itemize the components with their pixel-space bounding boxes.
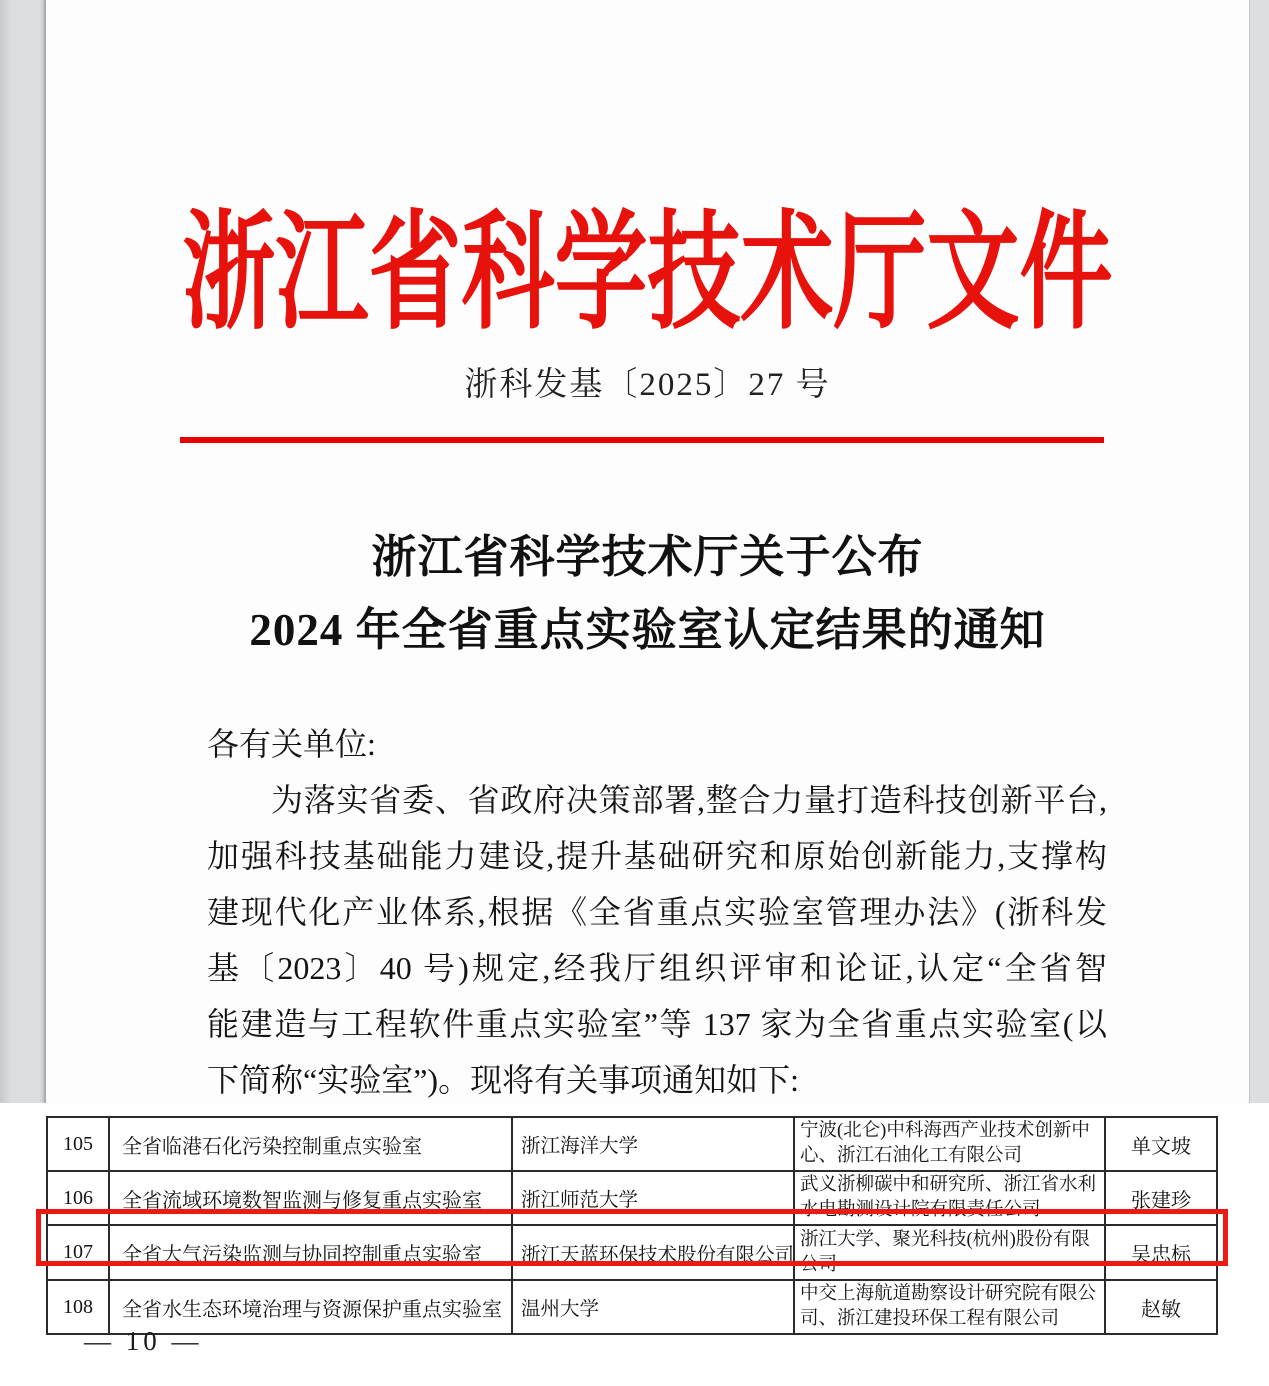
- salutation: 各有关单位:: [207, 726, 376, 762]
- supporting-unit: 浙江师范大学: [512, 1171, 794, 1225]
- body-line: 下简称“实验室”)。现将有关事项通知如下:: [207, 1062, 799, 1098]
- letterhead-red-rule: [180, 437, 1104, 443]
- row-number: 105: [47, 1117, 109, 1171]
- lab-director: 单文坡: [1105, 1117, 1217, 1171]
- table-row: [47, 1117, 1217, 1171]
- partner-units: 宁波(北仑)中科海西产业技术创新中心、浙江石油化工有限公司: [794, 1117, 1105, 1171]
- lab-name: 全省临港石化污染控制重点实验室: [109, 1117, 512, 1171]
- row-number: 108: [47, 1280, 109, 1334]
- letterhead-title: 浙江省科学技术厅文件: [182, 203, 1113, 346]
- row-number: 107: [47, 1225, 109, 1280]
- body-line: 能建造与工程软件重点实验室”等 137 家为全省重点实验室(以: [207, 1006, 1107, 1042]
- notice-title: [46, 521, 1249, 667]
- document-number: 浙科发基〔2025〕27 号: [464, 367, 831, 403]
- lab-director: 吴忠标: [1105, 1225, 1217, 1280]
- page-left-shadow: [0, 0, 12, 1103]
- partner-units: 武义浙柳碳中和研究所、浙江省水利水电勘测设计院有限责任公司: [794, 1171, 1105, 1225]
- row-107-highlight-box: [36, 1209, 1228, 1266]
- lab-director: 赵敏: [1105, 1280, 1217, 1334]
- partner-units: 浙江大学、聚光科技(杭州)股份有限公司: [794, 1225, 1105, 1280]
- supporting-unit: 浙江海洋大学: [512, 1117, 794, 1171]
- body-line: 为落实省委、省政府决策部署,整合力量打造科技创新平台,: [271, 782, 1107, 818]
- table-row: [47, 1280, 1217, 1334]
- supporting-unit: 温州大学: [512, 1280, 794, 1334]
- partner-units: 中交上海航道勘察设计研究院有限公司、浙江建投环保工程有限公司: [794, 1280, 1105, 1334]
- letter-page: [44, 0, 1250, 1103]
- lab-name: 全省水生态环境治理与资源保护重点实验室: [109, 1280, 512, 1334]
- lab-name: 全省流域环境数智监测与修复重点实验室: [109, 1171, 512, 1225]
- notice-title-line1: 浙江省科学技术厅关于公布: [371, 532, 924, 582]
- body-line: 建现代化产业体系,根据《全省重点实验室管理办法》(浙科发: [207, 894, 1107, 930]
- page-number: — 10 —: [84, 1326, 203, 1356]
- body-line: 基〔2023〕40 号)规定,经我厅组织评审和论证,认定“全省智: [207, 950, 1107, 986]
- notice-title-line2: 2024 年全省重点实验室认定结果的通知: [249, 605, 1046, 655]
- body-line: 加强科技基础能力建设,提升基础研究和原始创新能力,支撑构: [207, 838, 1107, 874]
- body-text: [207, 716, 1107, 1108]
- lab-director: 张建珍: [1105, 1171, 1217, 1225]
- row-number: 106: [47, 1171, 109, 1225]
- lab-name: 全省大气污染监测与协同控制重点实验室: [109, 1225, 512, 1280]
- supporting-unit: 浙江天蓝环保技术股份有限公司: [512, 1225, 794, 1280]
